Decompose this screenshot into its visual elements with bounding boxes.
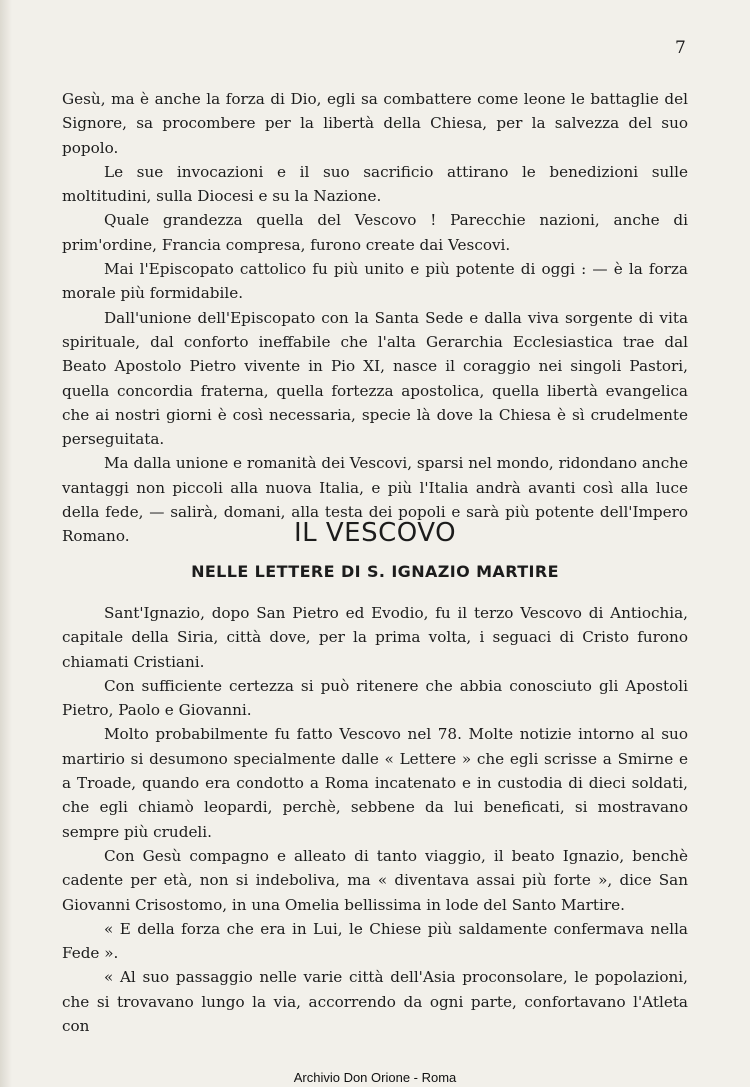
paragraph: Le sue invocazioni e il suo sacrificio attirano le benedizioni sulle moltitudini, sulla Diocesi e su la Nazione. [62,162,688,206]
top-text-block [62,87,688,549]
paragraph: Con Gesù compagno e alleato di tanto viaggio, il beato Ignazio, benchè cadente per età, non si indeboliva, ma « diventava assai più forte », dice San Giovanni Crisostomo, in una Omelia bellissima in lode del Santo Martire. [62,846,688,914]
page-number: 7 [675,38,686,58]
paragraph: Mai l'Episcopato cattolico fu più unito e più potente di oggi : — è la forza morale più formidabile. [62,260,688,303]
paragraph: « Al suo passaggio nelle varie città dell'Asia proconsolare, le popolazioni, che si trovavano lungo la via, accorrendo da ogni parte, confortavano l'Atleta con [62,968,688,1036]
paragraph: Con sufficiente certezza si può ritenere che abbia conosciuto gli Apostoli Pietro, Paolo e Giovanni. [62,676,688,720]
section-title: IL VESCOVO [293,518,457,548]
paragraph: Ma dalla unione e romanità dei Vescovi, sparsi nel mondo, ridondano anche vantaggi non piccoli alla nuova Italia, e più l'Italia andrà avanti così alla luce della fede, — salirà, domani, alla testa dei popoli e sarà più potente dell'Impero Romano. [62,454,688,546]
paragraph: Sant'Ignazio, dopo San Pietro ed Evodio, fu il terzo Vescovo di Antiochia, capitale della Siria, città dove, per la prima volta, i seguaci di Cristo furono chiamati Cristiani. [62,604,688,671]
paragraph: Dall'unione dell'Episcopato con la Santa Sede e dalla viva sorgente di vita spirituale, dal conforto ineffabile che l'alta Gerarchia Ecclesiastica trae dal Beato Apostolo Pietro vivente in Pio XI, nasce il coraggio nei singoli Pastori, quella concordia fraterna, quella fortezza apostolica, quella libertà evangelica che ai nostri giorni è così necessaria, specie là dove la Chiesa è sì crudelmente perseguitata. [62,308,688,449]
section-subtitle: NELLE LETTERE DI S. IGNAZIO MARTIRE [191,562,559,581]
paragraph: Quale grandezza quella del Vescovo ! Parecchie nazioni, anche di prim'ordine, Francia compresa, furono create dai Vescovi. [62,211,688,254]
paragraph: Gesù, ma è anche la forza di Dio, egli sa combattere come leone le battaglie del Signore, sa procombere per la libertà della Chiesa, per la salvezza del suo popolo. [62,90,688,157]
archive-footer: Archivio Don Orione - Roma [293,1070,457,1085]
bottom-text-block [62,601,688,1038]
paragraph: Molto probabilmente fu fatto Vescovo nel 78. Molte notizie intorno al suo martirio si desumono specialmente dalle « Lettere » che egli scrisse a Smirne e a Troade, quando era condotto a Roma incatenato e in custodia di dieci soldati, che egli chiamò leopardi, perchè, sebbene da lui beneficati, si mostravano sempre più crudeli. [62,725,688,841]
paragraph: « E della forza che era in Lui, le Chiese più saldamente confermava nella Fede ». [62,919,688,963]
